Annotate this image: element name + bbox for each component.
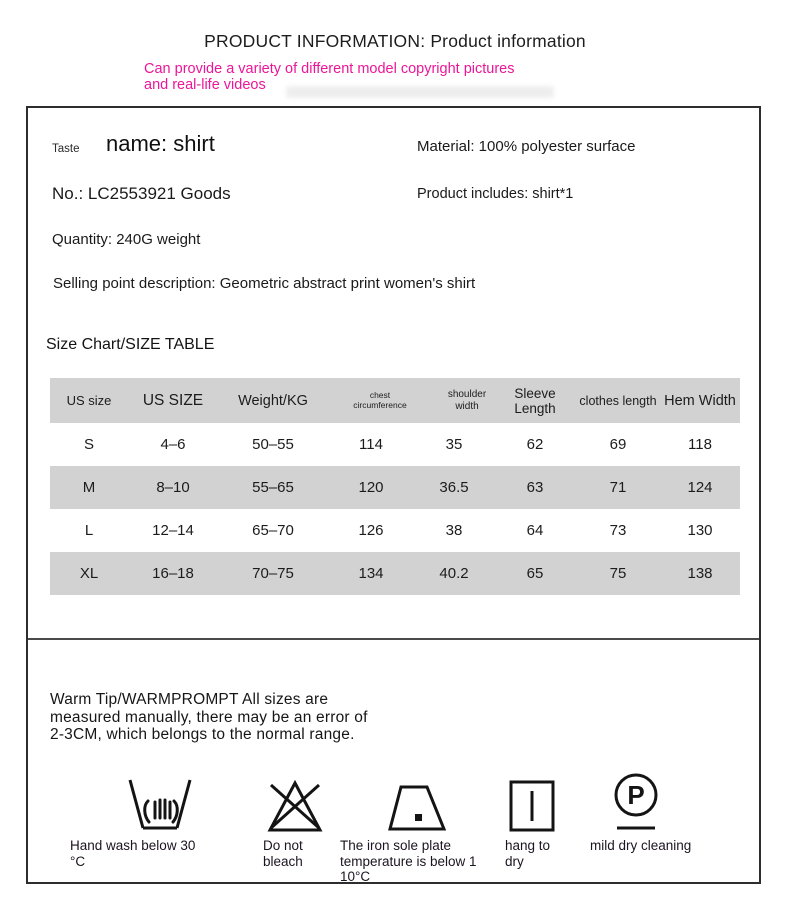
cell: 71 — [609, 479, 627, 496]
cell: 126 — [358, 522, 384, 539]
hand-wash-icon — [70, 768, 265, 832]
cell: 40.2 — [439, 565, 469, 582]
care-label: mild dry cleaning — [590, 838, 692, 853]
cell: 63 — [526, 479, 544, 496]
dry-clean-letter: P — [627, 780, 645, 810]
cell: 50–55 — [252, 436, 294, 453]
cell: XL — [79, 565, 99, 582]
cell: 4–6 — [160, 436, 186, 453]
cell: 65–70 — [252, 522, 294, 539]
item-number: No.: LC2553921 Goods — [52, 184, 231, 203]
cell: 114 — [359, 436, 383, 453]
care-label: hang to dry — [505, 838, 551, 869]
col-header-weight: Weight/KG — [238, 392, 308, 409]
size-row-m — [50, 466, 740, 509]
selling-point-text: Selling point description: Geometric abstract print women's shirt — [53, 275, 476, 292]
cell: 64 — [526, 522, 544, 539]
cell: 69 — [609, 436, 627, 453]
cell: 35 — [445, 436, 463, 453]
col-header-sleeve: Sleeve Length — [514, 385, 556, 416]
warm-tip-line-3: 2-3CM, which belongs to the normal range. — [50, 726, 355, 743]
cell: 134 — [358, 565, 384, 582]
warm-tip-text — [50, 691, 368, 744]
col-header-hem-width: Hem Width — [664, 392, 736, 409]
cell: 120 — [358, 479, 384, 496]
warm-tip-line-2: measured manually, there may be an error of — [50, 708, 368, 726]
product-detail-box — [26, 106, 761, 884]
material-text: Material: 100% polyester surface — [417, 138, 636, 155]
size-row-l — [50, 509, 740, 552]
size-row-xl — [50, 552, 740, 595]
cell: M — [82, 479, 96, 496]
size-row-s — [50, 423, 740, 466]
dry-clean-icon — [590, 768, 740, 832]
cell: 12–14 — [152, 522, 194, 539]
cell: 73 — [609, 522, 627, 539]
cell: 138 — [687, 565, 713, 582]
page-title: PRODUCT INFORMATION: Product information — [204, 31, 586, 51]
hang-to-dry-icon — [505, 768, 585, 832]
care-item-hand-wash — [70, 768, 265, 869]
cell: 16–18 — [152, 565, 194, 582]
cell: 36.5 — [439, 479, 469, 496]
cell: 38 — [445, 522, 463, 539]
care-label: The iron sole plate temperature is below 1 10°C — [340, 838, 477, 884]
cell: 55–65 — [252, 479, 294, 496]
watermark-smudge — [286, 86, 554, 98]
iron-low-temp-icon — [340, 768, 512, 832]
cell: 8–10 — [156, 479, 190, 496]
care-label: Hand wash below 30 °C — [70, 838, 196, 869]
cell: L — [84, 522, 94, 539]
cell: 124 — [687, 479, 713, 496]
care-item-hang-to-dry — [505, 768, 585, 869]
cell: 62 — [526, 436, 544, 453]
cell: S — [83, 436, 94, 453]
col-header-shoulder: shoulder width — [447, 389, 487, 412]
care-item-iron-low-temp — [340, 768, 512, 885]
col-header-us-size-range: US SIZE — [142, 391, 204, 409]
cell: 65 — [526, 565, 544, 582]
cell: 130 — [687, 522, 713, 539]
cell: 75 — [609, 565, 627, 582]
care-label: Do not bleach — [263, 838, 303, 869]
section-divider — [28, 638, 759, 640]
quantity-text: Quantity: 240G weight — [52, 231, 201, 248]
col-header-us-size: US size — [66, 393, 112, 408]
product-name: name: shirt — [106, 131, 215, 156]
col-header-chest: chest circumference — [353, 390, 407, 410]
subtitle-line-1: Can provide a variety of different model copyright pictures — [144, 61, 515, 77]
warm-tip-line-1: Warm Tip/WARMPROMPT All sizes are — [50, 691, 329, 708]
cell: 70–75 — [252, 565, 294, 582]
taste-label: Taste — [52, 143, 80, 155]
care-item-dry-clean — [590, 768, 740, 854]
subtitle-line-2: and real-life videos — [144, 76, 266, 93]
size-table — [50, 378, 740, 595]
col-header-clothes-length: clothes length — [579, 393, 657, 408]
size-table-header-row — [50, 378, 740, 423]
product-includes: Product includes: shirt*1 — [417, 186, 574, 202]
size-chart-title: Size Chart/SIZE TABLE — [46, 336, 215, 353]
cell: 118 — [688, 436, 712, 453]
